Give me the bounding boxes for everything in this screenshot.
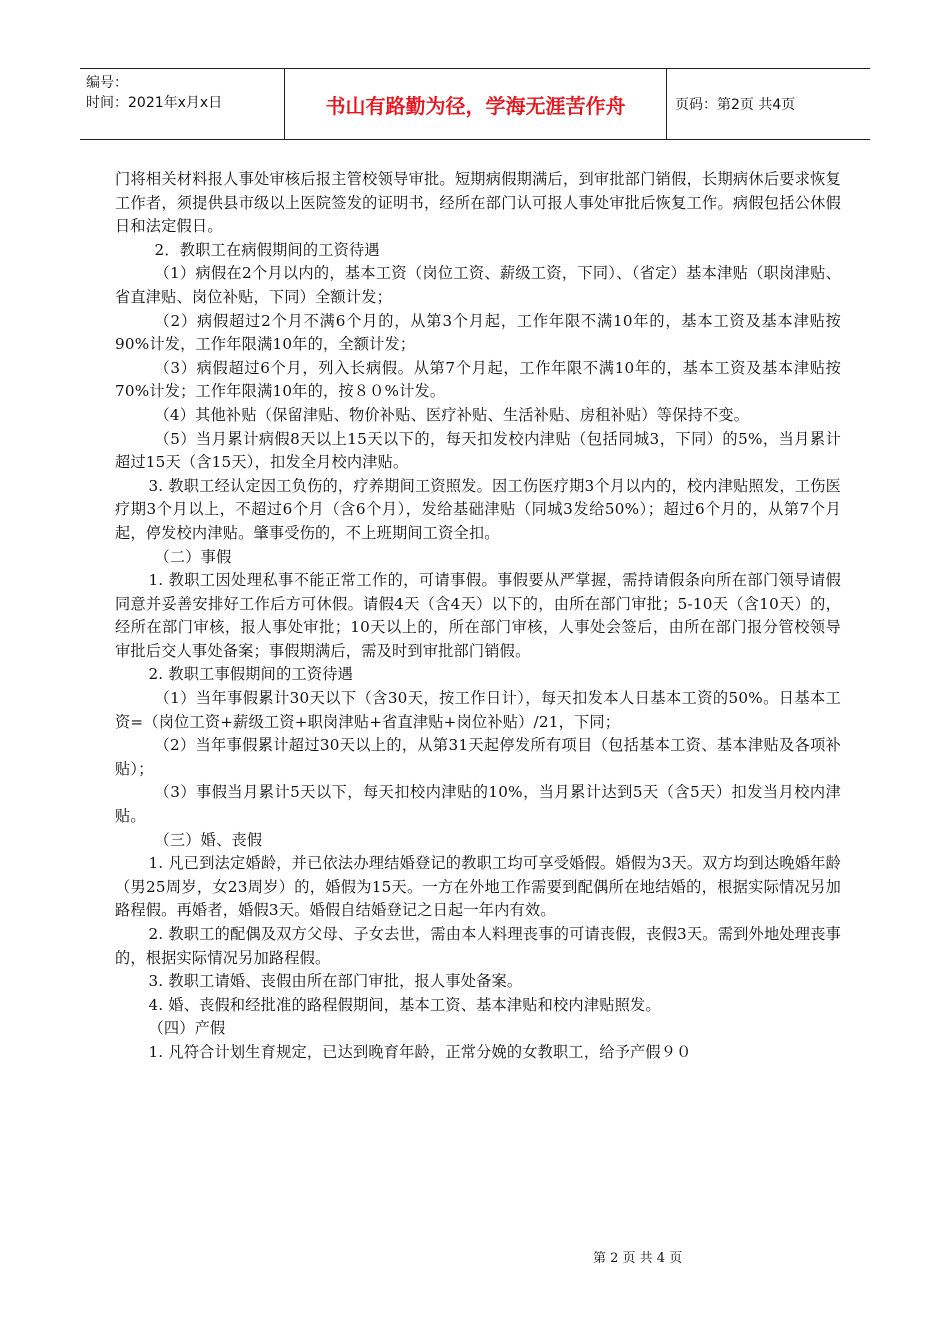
document-body (115, 168, 841, 1065)
section-heading: （三）婚、丧假 (154, 830, 263, 849)
header-meta (80, 69, 285, 139)
paragraph: （1）病假在2个月以内的，基本工资（岗位工资、薪级工资，下同）、（省定）基本津贴（职岗津贴、省直津贴、岗位补贴，下同）全额计发； (115, 264, 841, 306)
document-code-label: 编号： (86, 75, 128, 91)
paragraph: （3）病假超过6个月，列入长病假。从第7个月起，工作年限不满10年的，基本工资及基本津贴按70%计发；工作年限满10年的，按８０%计发。 (115, 358, 841, 401)
section-heading: （四）产假 (148, 1019, 226, 1038)
paragraph: 1. 凡已到法定婚龄，并已依法办理结婚登记的教职工均可享受婚假。婚假为3天。双方均到达晚婚年龄（男25周岁，女23周岁）的，婚假为15天。一方在外地工作需要到配偶所在地结婚的，根据实际情况另加路程假。再婚者，婚假3天。婚假自结婚登记之日起一年内有效。 (115, 854, 841, 920)
paragraph: 门将相关材料报人事处审核后报主管校领导审批。短期病假期满后，到审批部门销假，长期病休后要求恢复工作者，须提供县市级以上医院签发的证明书，经所在部门认可报人事处审批后恢复工作。病假包括公休假日和法定假日。 (115, 170, 841, 236)
paragraph: 3. 教职工经认定因工负伤的，疗养期间工资照发。因工伤医疗期3个月以内的，校内津贴照发，工伤医疗期3个月以上，不超过6个月（含6个月），发给基础津贴（同城3发给50%）；超过6个月的，从第7个月起，停发校内津贴。肇事受伤的，不上班期间工资全扣。 (115, 476, 841, 542)
paragraph: 1. 凡符合计划生育规定，已达到晚育年龄，正常分娩的女教职工，给予产假９０ (148, 1042, 692, 1061)
paragraph: 2. 教职工的配偶及双方父母、子女去世，需由本人料理丧事的可请丧假，丧假3天。需到外地处理丧事的，根据实际情况另加路程假。 (115, 925, 841, 967)
paragraph: （2）当年事假累计超过30天以上的，从第31天起停发所有项目（包括基本工资、基本津贴及各项补贴）； (115, 736, 841, 778)
paragraph: 1. 教职工因处理私事不能正常工作的，可请事假。事假要从严掌握，需持请假条向所在部门领导请假同意并妥善安排好工作后方可休假。请假4天（含4天）以下的，由所在部门审批；5-10天（含10天）的，经所在部门审核，报人事处审批；10天以上的，所在部门审核，人事处会签后，由所在部门报分管校领导审批后交人事处备案；事假期满后，需及时到审批部门销假。 (115, 571, 841, 660)
section-heading: （二）事假 (154, 547, 232, 566)
header-page-info: 页码：第2页 共4页 (675, 97, 796, 113)
section-heading: 2．教职工在病假期间的工资待遇 (154, 240, 380, 259)
header-motto: 书山有路勤为径，学海无涯苦作舟 (285, 69, 667, 139)
page-footer: 第 2 页 共 4 页 (593, 1251, 683, 1266)
paragraph: （4）其他补贴（保留津贴、物价补贴、医疗补贴、生活补贴、房租补贴）等保持不变。 (154, 405, 750, 424)
paragraph: （1）当年事假累计30天以下（含30天，按工作日计），每天扣发本人日基本工资的50%。日基本工资=（岗位工资+薪级工资+职岗津贴+省直津贴+岗位补贴）/21，下同； (115, 689, 841, 731)
paragraph: （3）事假当月累计5天以下，每天扣校内津贴的10%，当月累计达到5天（含5天）扣发当月校内津贴。 (115, 783, 841, 826)
section-heading: 2. 教职工事假期间的工资待遇 (148, 665, 354, 684)
document-date-label: 时间：2021年x月x日 (86, 95, 223, 111)
page-header (80, 68, 870, 140)
paragraph: （5）当月累计病假8天以上15天以下的，每天扣发校内津贴（包括同城3，下同）的5%，当月累计超过15天（含15天），扣发全月校内津贴。 (115, 429, 841, 472)
paragraph: （2）病假超过2个月不满6个月的，从第3个月起，工作年限不满10年的，基本工资及基本津贴按90%计发，工作年限满10年的，全额计发； (115, 311, 841, 354)
paragraph: 3. 教职工请婚、丧假由所在部门审批，报人事处备案。 (148, 972, 523, 991)
paragraph: 4. 婚、丧假和经批准的路程假期间，基本工资、基本津贴和校内津贴照发。 (148, 995, 661, 1014)
